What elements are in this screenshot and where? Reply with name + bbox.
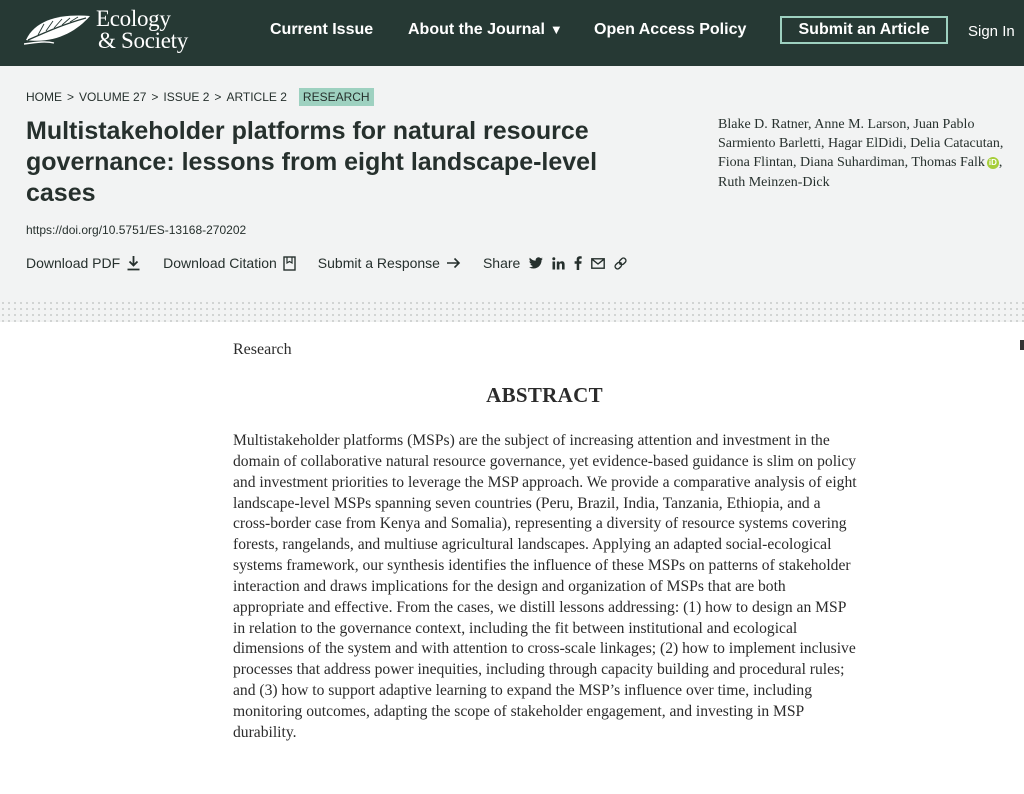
author-list — [718, 115, 1024, 192]
logo-line-society: & Society — [98, 27, 188, 53]
arrow-right-icon — [446, 257, 461, 269]
doi-link[interactable]: https://doi.org/10.5751/ES-13168-270202 — [26, 223, 247, 237]
logo-line-ecology: Ecology — [96, 6, 171, 31]
download-icon — [126, 255, 141, 271]
orcid-icon[interactable]: iD — [988, 158, 997, 168]
download-pdf-button[interactable] — [26, 255, 141, 271]
download-pdf-label: Download PDF — [26, 255, 121, 271]
breadcrumb-separator: > — [151, 90, 159, 104]
top-navigation — [0, 0, 1024, 66]
site-logo[interactable] — [24, 8, 188, 52]
download-citation-button[interactable] — [163, 255, 296, 271]
link-icon[interactable] — [614, 257, 627, 270]
breadcrumb-article[interactable]: ARTICLE 2 — [226, 90, 287, 104]
submit-response-button[interactable] — [318, 255, 461, 271]
share-group — [483, 255, 627, 271]
bookmark-icon — [283, 256, 296, 271]
breadcrumb-issue[interactable]: ISSUE 2 — [163, 90, 210, 104]
linkedin-icon[interactable] — [552, 257, 565, 270]
abstract-text: Multistakeholder platforms (MSPs) are the subject of increasing attention and investment in the domain of collaborative natural resource governance, yet evidence-based guidance is slim on policy and investment priorities to leverage the MSP approach. We provide a comparative analysis of eight landscape-level MSPs spanning seven countries (Peru, Brazil, India, Tanzania, Ethiopia, and a cross-border case from Kenya and Somalia), representing a diversity of resource systems covering forests, rangelands, and multiuse agricultural landscapes. Applying an adapted social-ecological systems framework, our synthesis identifies the influence of these MSPs on patterns of stakeholder interaction and draws implications for the design and organization of MSPs that are both appropriate and effective. From the cases, we distill lessons addressing: (1) how to design an MSP in relation to the governance context, including the fit between institutional and ecological dimensions of the system and with attention to cross-scale linkages; (2) how to implement inclusive processes that address power inequities, including through capacity building and procedural rules; and (3) how to support adaptive learning to expand the MSP’s influence over time, including monitoring outcomes, adapting the scope of stakeholder engagement, and investing in MSP durability. — [233, 432, 857, 741]
section-label: Research — [233, 341, 292, 358]
scroll-edge-marker — [1020, 340, 1024, 350]
breadcrumb-volume[interactable]: VOLUME 27 — [79, 90, 147, 104]
email-icon[interactable] — [591, 258, 605, 269]
logo-wordmark — [96, 8, 188, 52]
download-citation-label: Download Citation — [163, 255, 277, 271]
submit-article-button[interactable]: Submit an Article — [780, 16, 948, 44]
sign-in-link[interactable]: Sign In — [968, 23, 1015, 40]
breadcrumb-home[interactable]: HOME — [26, 90, 62, 104]
nav-about-journal[interactable] — [408, 21, 563, 39]
authors-text[interactable]: Blake D. Ratner, Anne M. Larson, Juan Pablo Sarmiento Barletti, Hagar ElDidi, Delia Catacutan, Fiona Flintan, Diana Suhardiman, Thomas Falk — [718, 117, 1004, 171]
article-title: Multistakeholder platforms for natural resource governance: lessons from eight landscape-level cases — [26, 117, 598, 207]
feather-leaf-icon — [24, 10, 92, 50]
breadcrumb-separator: > — [214, 90, 222, 104]
nav-current-issue[interactable]: Current Issue — [270, 21, 374, 38]
nav-about-label: About the Journal — [408, 21, 545, 38]
article-type-tag: RESEARCH — [299, 88, 374, 106]
authors-text-end[interactable]: , Ruth Meinzen-Dick — [718, 155, 1003, 190]
article-actions — [26, 255, 627, 271]
caret-down-icon: ▼ — [549, 22, 563, 37]
twitter-icon[interactable] — [529, 257, 543, 269]
breadcrumb-separator: > — [67, 90, 75, 104]
share-label: Share — [482, 255, 521, 271]
nav-open-access-policy[interactable]: Open Access Policy — [594, 21, 747, 38]
article-header — [0, 66, 1024, 322]
submit-response-label: Submit a Response — [317, 255, 440, 271]
abstract-heading: ABSTRACT — [486, 383, 603, 407]
breadcrumb — [26, 88, 374, 106]
facebook-icon[interactable] — [574, 256, 582, 270]
